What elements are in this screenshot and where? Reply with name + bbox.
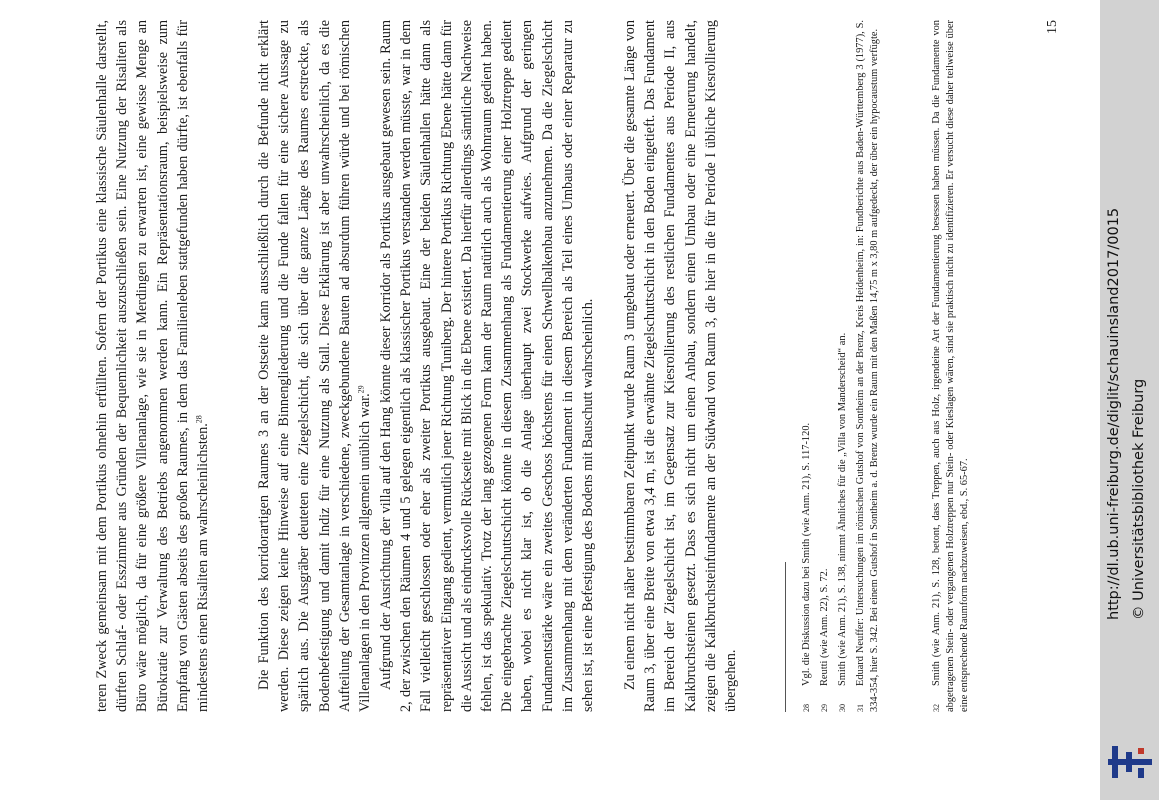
paragraph-2-text: Die Funktion des korridorartigen Raumes 3 an der Ostseite kann ausschließlich durch die Befunde nicht erklärt werden. Diese zeigen keine Hinweise auf eine Binnengliederung und die Funde fallen für eine sichere Aussage zu spärlich aus. Die Ausgräber deuteten eine Ziegelschicht, die sich über die ganze Länge des Raumes erstreckte, als Bodenbefestigung und damit Indiz für eine Nutzung als Stall. Diese Erklärung ist aber unwahrscheinlich, da es die Aufteilung der Gesamtanlage in verschiedene, zweckgebundene Bauten ad absurdum führen würde und bei römischen Villenanlagen in den Provinzen allgemein unüblich war. (256, 20, 374, 712)
footnote-28 (800, 20, 814, 712)
library-sidebar (1100, 0, 1159, 800)
footnote-number: 28 (802, 704, 811, 712)
footnote-text: Reutti (wie Anm. 22), S. 72. (819, 568, 830, 686)
footnote-number: 32 (932, 704, 941, 712)
footnote-29 (818, 20, 832, 712)
source-url-link[interactable]: http://dl.ub.uni-freiburg.de/diglit/schauinsland2017/0015 (1106, 207, 1122, 620)
paragraph-4-text: Zu einem nicht näher bestimmbaren Zeitpunkt wurde Raum 3 umgebaut oder erneuert. Über die gesamte Länge von Raum 3, über eine Breite von etwa 3,4 m, ist die erwähnte Ziegelschuttschicht in den Boden eingetieft. Das Fundament im Bereich der Ziegelschicht ist, im Gegensatz zur Kiesrollierung des restlichen Fundamentes aus Periode II, aus Kalkbruchsteinen gesetzt. Dass es sich nicht um einen Anbau, sondern einen Umbau oder eine Erneuerung handelt, zeigen die Kalkbruchsteinfundamente an der Südwand von Raum 3, die hier in die für Periode I übliche Kiesrollierung übergehen. (622, 20, 740, 712)
logo-bar-4 (1138, 768, 1144, 778)
footnote-ref-29: 29 (356, 385, 366, 394)
body-paragraph-1 (92, 20, 213, 712)
body-paragraph-3 (376, 20, 598, 712)
footnote-text: Eduard Neuffer: Untersuchungen im römischen Gutshof von Sontheim an der Brenz, Kreis Heidenheim, in: Fundberichte aus Baden-Württemberg 3 (1977), S. 334-354, hier S. 342. Bei einem Gutshof in Sontheim a. d. Brenz wurde ein Raum mit den Maßen 14,75 m x 3,80 m aufgedeckt, der über ein hypocaustum verfügte. (855, 20, 881, 712)
body-paragraph-2 (254, 20, 375, 712)
footnote-separator (785, 562, 786, 712)
footnote-text: Smith (wie Anm. 21), S. 138, nimmt Ähnliches für die „Villa von Manderscheid“ an. (837, 332, 848, 686)
footnote-text: Vgl. die Diskussion dazu bei Smith (wie Anm. 21), S. 117-120. (801, 422, 812, 686)
footnote-ref-28: 28 (194, 415, 204, 424)
logo-bar-3 (1126, 752, 1132, 772)
library-sidebar-text (1100, 0, 1159, 800)
footnote-number: 30 (838, 704, 847, 712)
body-paragraph-4 (620, 20, 741, 712)
footnote-text: Smith (wie Anm. 21), S. 128, betont, dass Treppen, auch aus Holz, irgendeine Art der Fundamentierung besessen haben müssen. Da die Fundamente von abgetragenen Stein- oder vergangenen Holztreppen nur Stein- oder Kieslagen wären, sind sie praktisch nicht zu identifizieren. Er versucht diese daher teilweise über eine entsprechende Raumform nachzuweisen, ebd., S. 65-67. (931, 20, 971, 712)
page-number: 15 (1045, 20, 1060, 34)
footnote-number: 31 (856, 704, 865, 712)
ub-freiburg-logo-icon (1108, 742, 1152, 782)
footnote-32 (930, 20, 973, 712)
logo-accent (1138, 748, 1144, 754)
paragraph-3-text: Aufgrund der Ausrichtung der villa auf den Hang könnte dieser Korridor als Portikus ausgebaut gewesen sein. Raum 2, der zwischen den Räumen 4 und 5 gelegen eigentlich als klassischer Portikus verstanden werden müsste, war in dem Fall vielleicht geschlossen oder eher als zweiter Portikus ausgebaut. Eine der beiden Säulenhallen hätte dann als repräsentativer Eingang gedient, vermutlich jener Richtung Tuniberg. Der hintere Portikus Richtung Ebene hätte dann für die Aussicht und als eindrucksvolle Rückseite mit Blick in die Ebene existiert. Da hierfür allerdings sämtliche Nachweise fehlen, ist das spekulativ. Trotz der lang gezogenen Form kann der Raum natürlich auch als Wohnraum gedient haben. Die eingebrachte Ziegelschuttschicht könnte in diesem Zusammenhang als Fundamentierung einer Holztreppe gedient haben, wobei es nicht klar ist, ob die Anlage überhaupt zwei Stockwerke aufwies. Aufgrund der geringen Fundamentstärke wäre ein zweites Geschoss höchstens für einen Schwellbalkenbau anzunehmen. Da die Ziegelschicht im Zusammenhang mit dem veränderten Fundament in diesem Bereich als Teil eines Umbaus oder einer Reparatur zu sehen ist, ist eine Befestigung des Bodens mit Bauschutt wahrscheinlich. (378, 20, 597, 712)
copyright-notice: © Universitätsbibliothek Freiburg (1131, 378, 1147, 620)
footnote-31 (854, 20, 882, 712)
footnote-number: 29 (820, 704, 829, 712)
paragraph-1-text: teren Zweck gemeinsam mit dem Portikus ohnehin erfüllten. Sofern der Portikus eine klassische Säulenhalle darstellt, dürften Schlaf- oder Esszimmer aus Gründen der Bequemlichkeit auszuschließen sein. Eine Nutzung der Risaliten als Büro wäre möglich, da für eine größere Villenanlage, wie sie in Merdingen zu erwarten ist, eine gewisse Menge an Bürokratie zur Verwaltung des Betriebs angenommen werden kann. Ein Repräsentationsraum, beispielsweise zum Empfang von Gästen abseits des großen Raumes, in dem das Familienleben stattgefunden haben dürfte, ist ebenfalls für mindestens einen Risaliten am wahrscheinlichsten. (94, 20, 212, 712)
footnote-30 (836, 20, 850, 712)
